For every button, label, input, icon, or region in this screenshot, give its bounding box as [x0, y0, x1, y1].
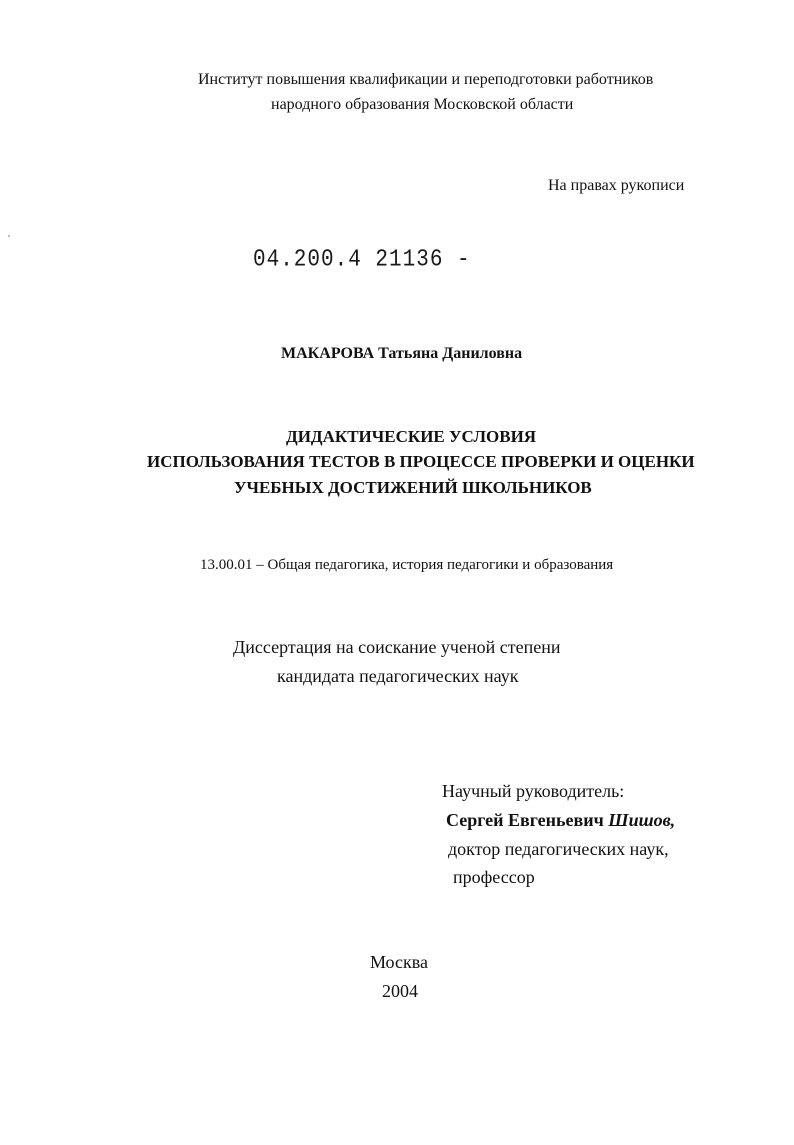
supervisor-label: Научный руководитель: — [442, 781, 625, 801]
library-stamp-number: 04.200.4 21136 - — [253, 246, 471, 274]
degree-line-1: Диссертация на соискание ученой степени — [233, 637, 561, 657]
city: Москва — [370, 952, 428, 972]
degree-line-2: кандидата педагогических наук — [277, 666, 519, 686]
thesis-title-line-3: УЧЕБНЫХ ДОСТИЖЕНИЙ ШКОЛЬНИКОВ — [234, 478, 592, 497]
year: 2004 — [382, 981, 418, 1001]
specialty-code: 13.00.01 – Общая педагогика, история педагогики и образования — [200, 557, 614, 573]
supervisor-surname: Шишов, — [608, 810, 676, 830]
institution-line-1: Институт повышения квалификации и переподготовки работников — [198, 71, 654, 88]
author-given-names: Татьяна Даниловна — [378, 345, 523, 362]
manuscript-rights-note: На правах рукописи — [548, 177, 685, 194]
scan-speck — [8, 235, 10, 237]
thesis-title-line-1: ДИДАКТИЧЕСКИЕ УСЛОВИЯ — [286, 427, 537, 446]
author-name — [281, 346, 522, 362]
supervisor-name — [446, 811, 675, 829]
institution-line-2: народного образования Московской области — [271, 96, 574, 113]
author-surname: МАКАРОВА — [281, 345, 375, 362]
supervisor-first-names: Сергей Евгеньевич — [446, 810, 604, 830]
supervisor-rank: профессор — [453, 867, 535, 887]
thesis-title-line-2: ИСПОЛЬЗОВАНИЯ ТЕСТОВ В ПРОЦЕССЕ ПРОВЕРКИ И ОЦЕНКИ — [147, 452, 695, 471]
supervisor-degree: доктор педагогических наук, — [448, 839, 669, 859]
